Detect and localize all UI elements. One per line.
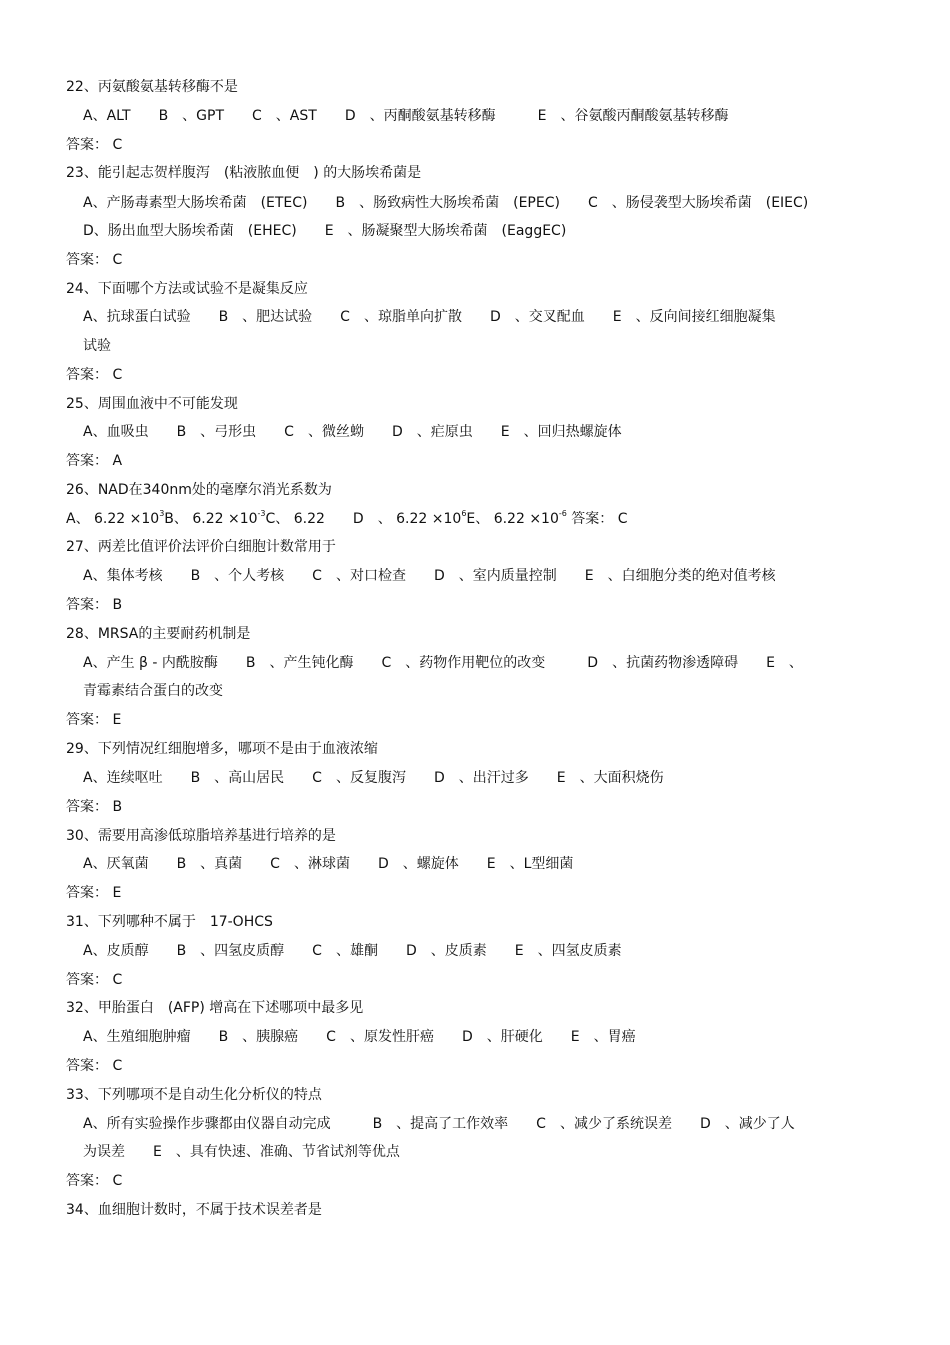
question-32-options: A、生殖细胞肿瘤 B 、胰腺癌 C 、原发性肝癌 D 、肝硬化 E 、胃癌 (83, 1029, 636, 1045)
option-a: A、 6.22 ×10 (66, 511, 160, 527)
question-22-answer: 答案： C (66, 137, 123, 153)
question-29-options: A、连续呕吐 B 、高山居民 C 、反复腹泻 D 、出汗过多 E 、大面积烧伤 (83, 770, 664, 786)
question-25-answer: 答案： A (66, 453, 123, 469)
question-29-stem: 29、下列情况红细胞增多，哪项不是由于血液浓缩 (66, 741, 378, 757)
question-31-answer: 答案： C (66, 972, 123, 988)
question-31-stem: 31、下列哪种不属于 17-OHCS (66, 914, 273, 930)
question-33-answer: 答案： C (66, 1173, 123, 1189)
option-e: E、 6.22 ×10 (466, 511, 559, 527)
question-25-options: A、血吸虫 B 、弓形虫 C 、微丝蚴 D 、疟原虫 E 、回归热螺旋体 (83, 424, 622, 440)
question-31-options: A、皮质醇 B 、四氢皮质醇 C 、雄酮 D 、皮质素 E 、四氢皮质素 (83, 943, 622, 959)
option-d-exponent: 6 (461, 509, 467, 519)
question-26-stem: 26、NAD在340nm处的毫摩尔消光系数为 (66, 482, 332, 498)
option-c-d: C、 6.22 D 、 6.22 ×10 (265, 511, 462, 527)
question-28-options-line2: 青霉素结合蛋白的改变 (83, 683, 223, 699)
option-b: B、 6.22 ×10 (164, 511, 258, 527)
question-28-options-line1: A、产生 β - 内酰胺酶 B 、产生钝化酶 C 、药物作用靶位的改变 D 、抗菌药物渗透障碍 E 、 (83, 655, 803, 671)
question-30-answer: 答案： E (66, 885, 122, 901)
question-23-options-line1: A、产肠毒素型大肠埃希菌 (ETEC) B 、肠致病性大肠埃希菌 (EPEC) C 、肠侵袭型大肠埃希菌 (EIEC) (83, 195, 809, 211)
question-33-options-line2: 为误差 E 、具有快速、准确、节省试剂等优点 (83, 1144, 400, 1160)
question-32-stem: 32、甲胎蛋白 (AFP) 增高在下述哪项中最多见 (66, 1000, 364, 1016)
question-25-stem: 25、周围血液中不可能发现 (66, 396, 238, 412)
question-33-options-line1: A、所有实验操作步骤都由仪器自动完成 B 、提高了工作效率 C 、减少了系统误差 D 、减少了人 (83, 1116, 795, 1132)
question-23-options-line2: D、肠出血型大肠埃希菌 (EHEC) E 、肠凝聚型大肠埃希菌 (EaggEC) (83, 223, 567, 239)
option-b-exponent: -3 (257, 509, 266, 519)
question-27-stem: 27、两差比值评价法评价白细胞计数常用于 (66, 539, 336, 555)
question-24-stem: 24、下面哪个方法或试验不是凝集反应 (66, 281, 308, 297)
question-23-stem: 23、能引起志贺样腹泻 (粘液脓血便 ) 的大肠埃希菌是 (66, 165, 422, 181)
question-24-options-line2: 试验 (83, 338, 111, 354)
question-22-options: A、ALT B 、GPT C 、AST D 、丙酮酸氨基转移酶 E 、谷氨酸丙酮酸氨基转移酶 (83, 108, 729, 124)
question-22-stem: 22、丙氨酸氨基转移酶不是 (66, 79, 238, 95)
option-a-exponent: 3 (159, 509, 165, 519)
question-30-stem: 30、需要用高渗低琼脂培养基进行培养的是 (66, 828, 336, 844)
question-24-answer: 答案： C (66, 367, 123, 383)
question-28-stem: 28、MRSA的主要耐药机制是 (66, 626, 251, 642)
question-32-answer: 答案： C (66, 1058, 123, 1074)
question-28-answer: 答案： E (66, 712, 122, 728)
question-26-options-and-answer (66, 509, 906, 529)
question-30-options: A、厌氧菌 B 、真菌 C 、淋球菌 D 、螺旋体 E 、L型细菌 (83, 856, 574, 872)
question-27-answer: 答案： B (66, 597, 123, 613)
question-29-answer: 答案： B (66, 799, 123, 815)
question-27-options: A、集体考核 B 、个人考核 C 、对口检查 D 、室内质量控制 E 、白细胞分类的绝对值考核 (83, 568, 776, 584)
question-33-stem: 33、下列哪项不是自动生化分析仪的特点 (66, 1087, 322, 1103)
question-24-options-line1: A、抗球蛋白试验 B 、肥达试验 C 、琼脂单向扩散 D 、交叉配血 E 、反向间接红细胞凝集 (83, 309, 776, 325)
question-23-answer: 答案： C (66, 252, 123, 268)
option-e-exponent: -6 (558, 509, 567, 519)
question-34-stem: 34、血细胞计数时，不属于技术误差者是 (66, 1202, 322, 1218)
question-26-answer: 答案： C (566, 511, 628, 527)
